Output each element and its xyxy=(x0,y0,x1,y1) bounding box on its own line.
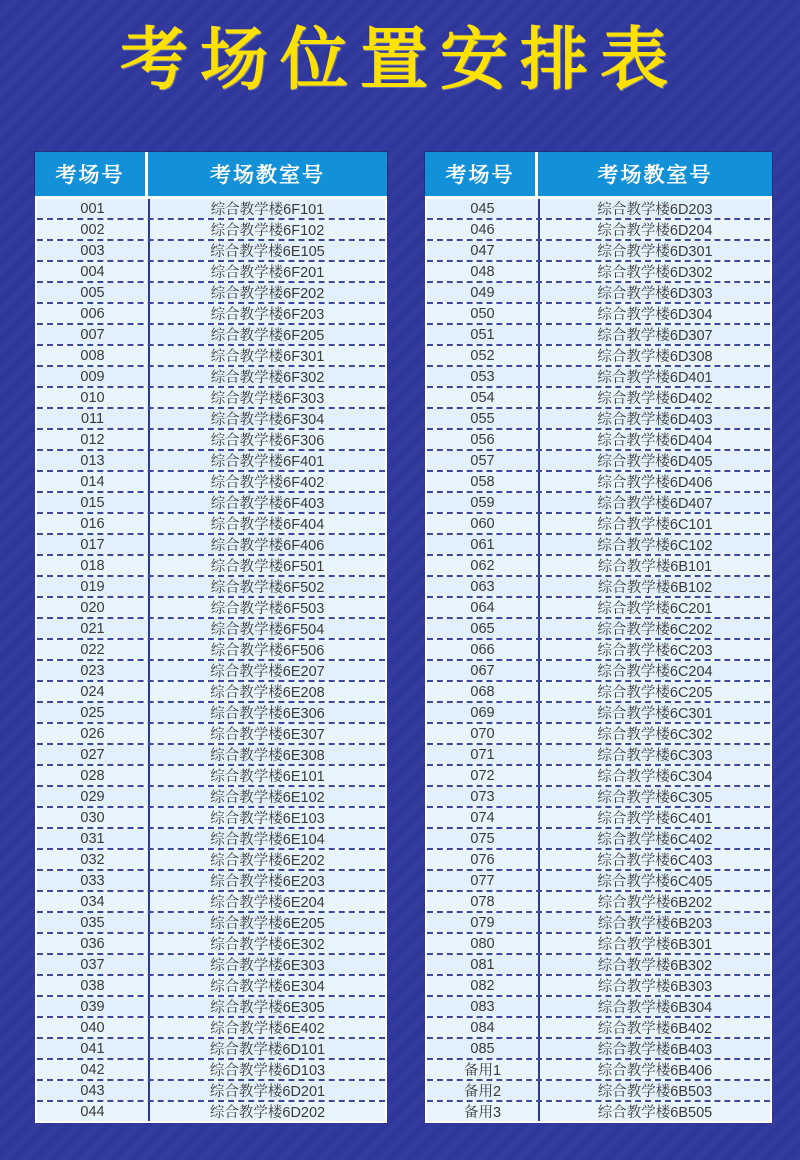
classroom-number-cell: 综合教学楼6E207 xyxy=(150,661,385,680)
exam-room-number-cell: 076 xyxy=(427,850,540,869)
classroom-number-cell: 综合教学楼6F303 xyxy=(150,388,385,407)
table-row xyxy=(37,682,385,703)
exam-room-number-cell: 009 xyxy=(37,367,150,386)
table-row xyxy=(427,430,770,451)
classroom-number-cell: 综合教学楼6D301 xyxy=(540,241,770,260)
classroom-number-cell: 综合教学楼6D302 xyxy=(540,262,770,281)
exam-room-number-cell: 042 xyxy=(37,1060,150,1079)
page-title: 考场位置安排表 xyxy=(119,22,680,98)
classroom-number-cell: 综合教学楼6B203 xyxy=(540,913,770,932)
exam-room-number-cell: 备用2 xyxy=(427,1081,540,1100)
exam-room-number-cell: 060 xyxy=(427,514,540,533)
classroom-number-cell: 综合教学楼6E402 xyxy=(150,1018,385,1037)
classroom-number-cell: 综合教学楼6D304 xyxy=(540,304,770,323)
exam-room-number-cell: 067 xyxy=(427,661,540,680)
exam-room-number-cell: 024 xyxy=(37,682,150,701)
exam-room-number-cell: 050 xyxy=(427,304,540,323)
classroom-number-cell: 综合教学楼6E202 xyxy=(150,850,385,869)
exam-room-number-cell: 014 xyxy=(37,472,150,491)
table-row xyxy=(37,388,385,409)
classroom-number-cell: 综合教学楼6F304 xyxy=(150,409,385,428)
exam-room-number-cell: 082 xyxy=(427,976,540,995)
table-row xyxy=(37,262,385,283)
table-row xyxy=(37,976,385,997)
classroom-number-cell: 综合教学楼6F102 xyxy=(150,220,385,239)
exam-room-number-cell: 084 xyxy=(427,1018,540,1037)
classroom-number-cell: 综合教学楼6F205 xyxy=(150,325,385,344)
exam-room-number-cell: 066 xyxy=(427,640,540,659)
exam-room-number-cell: 045 xyxy=(427,199,540,218)
exam-room-number-cell: 004 xyxy=(37,262,150,281)
classroom-number-cell: 综合教学楼6E105 xyxy=(150,241,385,260)
table-row xyxy=(37,430,385,451)
classroom-number-cell: 综合教学楼6D402 xyxy=(540,388,770,407)
table-row xyxy=(427,346,770,367)
table-row xyxy=(427,724,770,745)
exam-room-number-cell: 079 xyxy=(427,913,540,932)
classroom-number-cell: 综合教学楼6E103 xyxy=(150,808,385,827)
exam-room-number-cell: 028 xyxy=(37,766,150,785)
table-row xyxy=(427,955,770,976)
table-row xyxy=(37,724,385,745)
table-row xyxy=(37,850,385,871)
exam-room-number-cell: 051 xyxy=(427,325,540,344)
classroom-number-cell: 综合教学楼6B402 xyxy=(540,1018,770,1037)
exam-room-number-cell: 001 xyxy=(37,199,150,218)
table-row xyxy=(37,535,385,556)
classroom-number-cell: 综合教学楼6B304 xyxy=(540,997,770,1016)
classroom-number-cell: 综合教学楼6B301 xyxy=(540,934,770,953)
exam-room-number-cell: 054 xyxy=(427,388,540,407)
classroom-number-cell: 综合教学楼6D406 xyxy=(540,472,770,491)
classroom-number-cell: 综合教学楼6F402 xyxy=(150,472,385,491)
classroom-number-cell: 综合教学楼6E205 xyxy=(150,913,385,932)
exam-room-number-cell: 019 xyxy=(37,577,150,596)
exam-room-number-cell: 026 xyxy=(37,724,150,743)
table-row xyxy=(37,1102,385,1121)
exam-room-number-cell: 075 xyxy=(427,829,540,848)
table-row xyxy=(427,913,770,934)
classroom-number-cell: 综合教学楼6F503 xyxy=(150,598,385,617)
exam-room-number-cell: 022 xyxy=(37,640,150,659)
exam-room-number-cell: 034 xyxy=(37,892,150,911)
classroom-number-cell: 综合教学楼6F302 xyxy=(150,367,385,386)
classroom-number-cell: 综合教学楼6C304 xyxy=(540,766,770,785)
exam-room-number-cell: 002 xyxy=(37,220,150,239)
classroom-number-cell: 综合教学楼6B403 xyxy=(540,1039,770,1058)
table-row xyxy=(427,199,770,220)
classroom-number-cell: 综合教学楼6C201 xyxy=(540,598,770,617)
table-row xyxy=(427,451,770,472)
classroom-number-cell: 综合教学楼6E308 xyxy=(150,745,385,764)
table-row xyxy=(427,766,770,787)
table-row xyxy=(37,577,385,598)
exam-room-number-cell: 081 xyxy=(427,955,540,974)
table-row xyxy=(37,766,385,787)
exam-room-number-cell: 038 xyxy=(37,976,150,995)
classroom-number-cell: 综合教学楼6D203 xyxy=(540,199,770,218)
exam-room-number-cell: 069 xyxy=(427,703,540,722)
classroom-number-cell: 综合教学楼6F201 xyxy=(150,262,385,281)
table-row xyxy=(37,1018,385,1039)
classroom-number-cell: 综合教学楼6F203 xyxy=(150,304,385,323)
table-row xyxy=(427,997,770,1018)
classroom-number-cell: 综合教学楼6B302 xyxy=(540,955,770,974)
exam-room-number-cell: 044 xyxy=(37,1102,150,1121)
table-row xyxy=(37,808,385,829)
table-row xyxy=(37,598,385,619)
table-row xyxy=(37,472,385,493)
classroom-number-cell: 综合教学楼6E304 xyxy=(150,976,385,995)
table-row xyxy=(37,745,385,766)
exam-room-number-cell: 003 xyxy=(37,241,150,260)
exam-room-number-cell: 072 xyxy=(427,766,540,785)
table-row xyxy=(427,304,770,325)
exam-room-number-cell: 055 xyxy=(427,409,540,428)
table-row xyxy=(427,283,770,304)
classroom-number-cell: 综合教学楼6B202 xyxy=(540,892,770,911)
exam-room-number-cell: 005 xyxy=(37,283,150,302)
table-header-row xyxy=(425,152,772,196)
exam-room-number-cell: 073 xyxy=(427,787,540,806)
exam-room-number-cell: 020 xyxy=(37,598,150,617)
table-row xyxy=(427,598,770,619)
table-row xyxy=(427,619,770,640)
exam-room-number-cell: 037 xyxy=(37,955,150,974)
exam-table-right xyxy=(425,152,772,1123)
classroom-number-cell: 综合教学楼6C301 xyxy=(540,703,770,722)
exam-room-number-cell: 039 xyxy=(37,997,150,1016)
exam-room-number-cell: 012 xyxy=(37,430,150,449)
exam-room-number-cell: 029 xyxy=(37,787,150,806)
table-row xyxy=(427,808,770,829)
table-row xyxy=(37,913,385,934)
exam-room-number-cell: 备用3 xyxy=(427,1102,540,1121)
classroom-number-cell: 综合教学楼6C203 xyxy=(540,640,770,659)
classroom-number-cell: 综合教学楼6C205 xyxy=(540,682,770,701)
classroom-number-cell: 综合教学楼6D407 xyxy=(540,493,770,512)
classroom-number-cell: 综合教学楼6B406 xyxy=(540,1060,770,1079)
table-row xyxy=(37,619,385,640)
table-row xyxy=(427,325,770,346)
exam-room-number-cell: 070 xyxy=(427,724,540,743)
classroom-number-cell: 综合教学楼6E204 xyxy=(150,892,385,911)
classroom-number-cell: 综合教学楼6F404 xyxy=(150,514,385,533)
column-header-exam-room-number: 考场号 xyxy=(35,152,148,196)
classroom-number-cell: 综合教学楼6B303 xyxy=(540,976,770,995)
classroom-number-cell: 综合教学楼6D204 xyxy=(540,220,770,239)
table-row xyxy=(427,640,770,661)
table-row xyxy=(427,1018,770,1039)
exam-room-number-cell: 035 xyxy=(37,913,150,932)
table-row xyxy=(37,1060,385,1081)
classroom-number-cell: 综合教学楼6B102 xyxy=(540,577,770,596)
exam-room-number-cell: 063 xyxy=(427,577,540,596)
classroom-number-cell: 综合教学楼6F101 xyxy=(150,199,385,218)
exam-room-number-cell: 040 xyxy=(37,1018,150,1037)
classroom-number-cell: 综合教学楼6C102 xyxy=(540,535,770,554)
exam-room-number-cell: 065 xyxy=(427,619,540,638)
exam-room-number-cell: 078 xyxy=(427,892,540,911)
exam-room-number-cell: 032 xyxy=(37,850,150,869)
exam-room-number-cell: 006 xyxy=(37,304,150,323)
exam-room-number-cell: 007 xyxy=(37,325,150,344)
table-row xyxy=(427,535,770,556)
table-row xyxy=(427,367,770,388)
table-row xyxy=(427,241,770,262)
classroom-number-cell: 综合教学楼6C202 xyxy=(540,619,770,638)
table-row xyxy=(427,472,770,493)
exam-room-number-cell: 083 xyxy=(427,997,540,1016)
classroom-number-cell: 综合教学楼6D307 xyxy=(540,325,770,344)
classroom-number-cell: 综合教学楼6C101 xyxy=(540,514,770,533)
table-row xyxy=(427,388,770,409)
table-row xyxy=(37,283,385,304)
column-header-exam-room-number: 考场号 xyxy=(425,152,538,196)
exam-table-left xyxy=(35,152,387,1123)
exam-room-number-cell: 021 xyxy=(37,619,150,638)
table-row xyxy=(427,892,770,913)
classroom-number-cell: 综合教学楼6C305 xyxy=(540,787,770,806)
table-row xyxy=(427,262,770,283)
classroom-number-cell: 综合教学楼6D405 xyxy=(540,451,770,470)
exam-room-number-cell: 080 xyxy=(427,934,540,953)
table-row xyxy=(427,1060,770,1081)
exam-room-number-cell: 030 xyxy=(37,808,150,827)
table-row xyxy=(37,661,385,682)
exam-room-number-cell: 033 xyxy=(37,871,150,890)
classroom-number-cell: 综合教学楼6F202 xyxy=(150,283,385,302)
table-row xyxy=(37,409,385,430)
table-row xyxy=(37,451,385,472)
exam-room-number-cell: 062 xyxy=(427,556,540,575)
classroom-number-cell: 综合教学楼6C405 xyxy=(540,871,770,890)
exam-room-number-cell: 027 xyxy=(37,745,150,764)
classroom-number-cell: 综合教学楼6D101 xyxy=(150,1039,385,1058)
classroom-number-cell: 综合教学楼6B503 xyxy=(540,1081,770,1100)
table-row xyxy=(37,1081,385,1102)
table-header-row xyxy=(35,152,387,196)
table-row xyxy=(37,1039,385,1060)
table-row xyxy=(37,220,385,241)
exam-room-number-cell: 077 xyxy=(427,871,540,890)
classroom-number-cell: 综合教学楼6F403 xyxy=(150,493,385,512)
classroom-number-cell: 综合教学楼6F502 xyxy=(150,577,385,596)
exam-room-number-cell: 052 xyxy=(427,346,540,365)
classroom-number-cell: 综合教学楼6D303 xyxy=(540,283,770,302)
exam-room-number-cell: 074 xyxy=(427,808,540,827)
classroom-number-cell: 综合教学楼6D401 xyxy=(540,367,770,386)
exam-room-number-cell: 053 xyxy=(427,367,540,386)
table-body-left xyxy=(35,196,387,1123)
exam-room-number-cell: 061 xyxy=(427,535,540,554)
classroom-number-cell: 综合教学楼6E302 xyxy=(150,934,385,953)
table-row xyxy=(427,556,770,577)
table-row xyxy=(427,871,770,892)
exam-room-number-cell: 015 xyxy=(37,493,150,512)
exam-room-number-cell: 071 xyxy=(427,745,540,764)
classroom-number-cell: 综合教学楼6F504 xyxy=(150,619,385,638)
table-row xyxy=(37,241,385,262)
table-row xyxy=(427,1039,770,1060)
exam-room-number-cell: 059 xyxy=(427,493,540,512)
table-row xyxy=(37,556,385,577)
table-row xyxy=(37,304,385,325)
classroom-number-cell: 综合教学楼6D404 xyxy=(540,430,770,449)
exam-room-number-cell: 085 xyxy=(427,1039,540,1058)
table-row xyxy=(427,787,770,808)
table-row xyxy=(427,577,770,598)
table-row xyxy=(427,850,770,871)
exam-room-number-cell: 048 xyxy=(427,262,540,281)
classroom-number-cell: 综合教学楼6E303 xyxy=(150,955,385,974)
classroom-number-cell: 综合教学楼6F501 xyxy=(150,556,385,575)
classroom-number-cell: 综合教学楼6B101 xyxy=(540,556,770,575)
classroom-number-cell: 综合教学楼6F401 xyxy=(150,451,385,470)
classroom-number-cell: 综合教学楼6F306 xyxy=(150,430,385,449)
classroom-number-cell: 综合教学楼6E307 xyxy=(150,724,385,743)
table-row xyxy=(427,493,770,514)
column-header-classroom-number: 考场教室号 xyxy=(597,164,713,187)
classroom-number-cell: 综合教学楼6E306 xyxy=(150,703,385,722)
table-row xyxy=(37,346,385,367)
table-row xyxy=(37,787,385,808)
exam-room-number-cell: 068 xyxy=(427,682,540,701)
table-row xyxy=(427,661,770,682)
table-row xyxy=(37,493,385,514)
classroom-number-cell: 综合教学楼6D202 xyxy=(150,1102,385,1121)
exam-room-number-cell: 057 xyxy=(427,451,540,470)
exam-room-number-cell: 041 xyxy=(37,1039,150,1058)
table-row xyxy=(427,745,770,766)
table-row xyxy=(427,703,770,724)
classroom-number-cell: 综合教学楼6E208 xyxy=(150,682,385,701)
classroom-number-cell: 综合教学楼6D308 xyxy=(540,346,770,365)
classroom-number-cell: 综合教学楼6F506 xyxy=(150,640,385,659)
table-row xyxy=(427,829,770,850)
exam-room-number-cell: 010 xyxy=(37,388,150,407)
exam-room-number-cell: 031 xyxy=(37,829,150,848)
table-row xyxy=(427,1102,770,1121)
classroom-number-cell: 综合教学楼6E104 xyxy=(150,829,385,848)
table-row xyxy=(37,640,385,661)
exam-room-number-cell: 058 xyxy=(427,472,540,491)
exam-room-number-cell: 备用1 xyxy=(427,1060,540,1079)
classroom-number-cell: 综合教学楼6E203 xyxy=(150,871,385,890)
exam-room-number-cell: 049 xyxy=(427,283,540,302)
exam-room-number-cell: 008 xyxy=(37,346,150,365)
table-row xyxy=(37,871,385,892)
exam-room-number-cell: 017 xyxy=(37,535,150,554)
table-row xyxy=(37,892,385,913)
exam-room-number-cell: 036 xyxy=(37,934,150,953)
exam-room-number-cell: 018 xyxy=(37,556,150,575)
classroom-number-cell: 综合教学楼6D403 xyxy=(540,409,770,428)
exam-room-number-cell: 011 xyxy=(37,409,150,428)
table-body-right xyxy=(425,196,772,1123)
classroom-number-cell: 综合教学楼6C401 xyxy=(540,808,770,827)
table-row xyxy=(37,367,385,388)
classroom-number-cell: 综合教学楼6C303 xyxy=(540,745,770,764)
classroom-number-cell: 综合教学楼6E101 xyxy=(150,766,385,785)
exam-room-number-cell: 064 xyxy=(427,598,540,617)
exam-room-number-cell: 047 xyxy=(427,241,540,260)
classroom-number-cell: 综合教学楼6D103 xyxy=(150,1060,385,1079)
classroom-number-cell: 综合教学楼6E305 xyxy=(150,997,385,1016)
exam-room-number-cell: 013 xyxy=(37,451,150,470)
table-row xyxy=(37,997,385,1018)
classroom-number-cell: 综合教学楼6E102 xyxy=(150,787,385,806)
table-row xyxy=(37,829,385,850)
table-row xyxy=(37,514,385,535)
table-row xyxy=(427,409,770,430)
exam-room-number-cell: 056 xyxy=(427,430,540,449)
column-header-classroom-number: 考场教室号 xyxy=(210,164,325,187)
classroom-number-cell: 综合教学楼6D201 xyxy=(150,1081,385,1100)
table-row xyxy=(427,682,770,703)
exam-room-number-cell: 016 xyxy=(37,514,150,533)
table-row xyxy=(427,514,770,535)
classroom-number-cell: 综合教学楼6C403 xyxy=(540,850,770,869)
table-row xyxy=(427,1081,770,1102)
classroom-number-cell: 综合教学楼6B505 xyxy=(540,1102,770,1121)
classroom-number-cell: 综合教学楼6C204 xyxy=(540,661,770,680)
classroom-number-cell: 综合教学楼6C402 xyxy=(540,829,770,848)
table-row xyxy=(37,955,385,976)
table-row xyxy=(427,976,770,997)
table-row xyxy=(427,934,770,955)
classroom-number-cell: 综合教学楼6F301 xyxy=(150,346,385,365)
table-row xyxy=(37,325,385,346)
table-row xyxy=(427,220,770,241)
exam-room-number-cell: 023 xyxy=(37,661,150,680)
exam-room-number-cell: 025 xyxy=(37,703,150,722)
exam-room-number-cell: 043 xyxy=(37,1081,150,1100)
classroom-number-cell: 综合教学楼6F406 xyxy=(150,535,385,554)
classroom-number-cell: 综合教学楼6C302 xyxy=(540,724,770,743)
tables-container xyxy=(0,152,800,1123)
table-row xyxy=(37,934,385,955)
exam-room-number-cell: 046 xyxy=(427,220,540,239)
table-row xyxy=(37,199,385,220)
table-row xyxy=(37,703,385,724)
